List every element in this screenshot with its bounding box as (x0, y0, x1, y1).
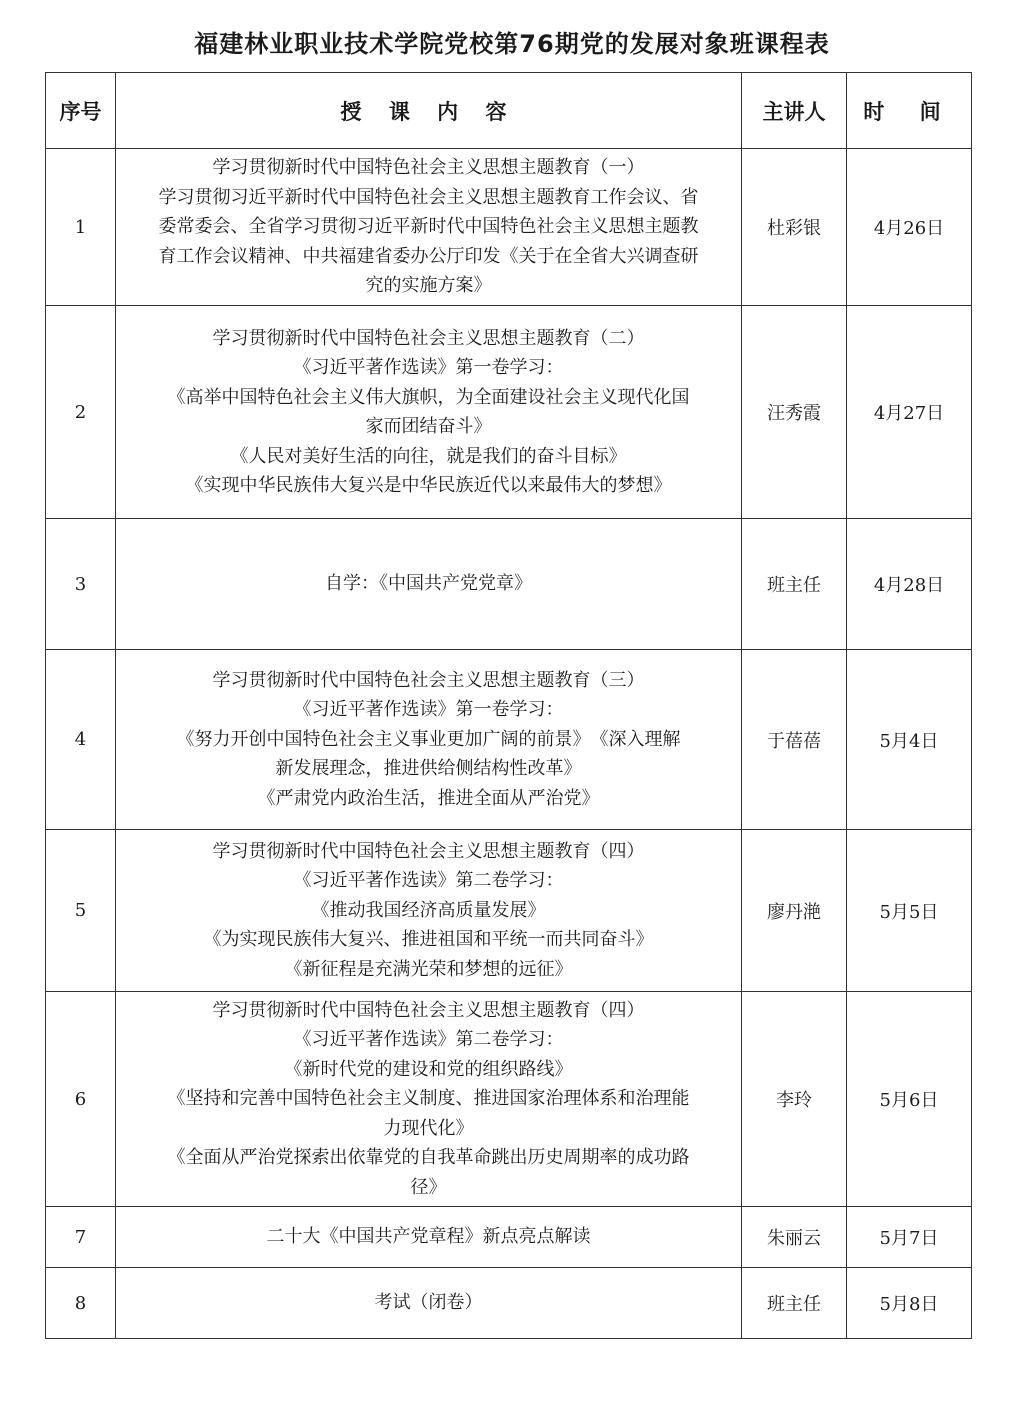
content-line: 《实现中华民族伟大复兴是中华民族近代以来最伟大的梦想》 (185, 475, 672, 496)
content-line: 《努力开创中国特色社会主义事业更加广阔的前景》 《深入理解 (176, 728, 681, 750)
row-lecturer: 朱丽云 (742, 1207, 847, 1268)
row-content (116, 1268, 742, 1339)
content-line: 《严肃党内政治生活，推进全面从严治党》 (257, 787, 600, 809)
row-lecturer: 廖丹滟 (742, 830, 847, 992)
content-line: 自学：《中国共产党党章》 (325, 573, 532, 595)
row-time: 5月8日 (847, 1268, 972, 1339)
row-content (116, 149, 742, 306)
page-title: 福建林业职业技术学院党校第76期党的发展对象班课程表 (194, 30, 830, 58)
row-content (116, 306, 742, 519)
content-line: 学习贯彻新时代中国特色社会主义思想主题教育（四） (212, 840, 645, 862)
row-time: 4月26日 (847, 149, 972, 306)
row-seq: 7 (46, 1207, 116, 1268)
content-line: 《习近平著作选读》第一卷学习： (293, 699, 564, 721)
row-content (116, 830, 742, 992)
content-line: 《人民对美好生活的向往，就是我们的奋斗目标》 (230, 445, 627, 467)
content-line: 考试（闭卷） (374, 1292, 483, 1314)
content-line: 《高举中国特色社会主义伟大旗帜，为全面建设社会主义现代化国 (167, 386, 690, 408)
table-row (46, 650, 972, 830)
table-row (46, 992, 972, 1207)
row-lecturer: 于蓓蓓 (742, 650, 847, 830)
row-seq: 5 (46, 830, 116, 992)
row-time: 5月6日 (847, 992, 972, 1207)
content-line: 学习贯彻新时代中国特色社会主义思想主题教育（二） (212, 327, 645, 349)
row-seq: 8 (46, 1268, 116, 1339)
row-time: 4月28日 (847, 519, 972, 650)
row-content (116, 1207, 742, 1268)
content-line: 《新征程是充满光荣和梦想的远征》 (284, 958, 573, 980)
row-time: 4月27日 (847, 306, 972, 519)
row-seq: 1 (46, 149, 116, 306)
row-content (116, 992, 742, 1207)
course-schedule-table (45, 72, 972, 1339)
header-time: 时 间 (847, 73, 972, 149)
content-line: 委常委会、全省学习贯彻习近平新时代中国特色社会主义思想主题教 (158, 216, 699, 238)
content-line: 《习近平著作选读》第一卷学习： (293, 357, 564, 378)
row-time: 5月5日 (847, 830, 972, 992)
row-lecturer: 班主任 (742, 519, 847, 650)
content-line: 力现代化》 (383, 1117, 474, 1139)
header-lecturer: 主讲人 (742, 73, 847, 149)
row-lecturer: 杜彩银 (742, 149, 847, 306)
content-line: 学习贯彻新时代中国特色社会主义思想主题教育（三） (212, 669, 645, 691)
row-content (116, 519, 742, 650)
content-line: 《习近平著作选读》第二卷学习： (293, 1029, 564, 1051)
content-line: 新发展理念，推进供给侧结构性改革》 (275, 758, 582, 780)
table-row (46, 306, 972, 519)
content-line: 学习贯彻新时代中国特色社会主义思想主题教育（四） (212, 999, 645, 1021)
table-row (46, 1207, 972, 1268)
table-row (46, 830, 972, 992)
content-line: 二十大《中国共产党章程》新点亮点解读 (266, 1226, 591, 1248)
content-line: 究的实施方案》 (365, 275, 492, 297)
table-row (46, 519, 972, 650)
header-seq: 序号 (46, 73, 116, 149)
content-line: 育工作会议精神、中共福建省委办公厅印发《关于在全省大兴调查研 (158, 245, 699, 267)
header-content: 授 课 内 容 (116, 73, 742, 149)
row-time: 5月7日 (847, 1207, 972, 1268)
content-line: 学习贯彻习近平新时代中国特色社会主义思想主题教育工作会议、省 (158, 186, 699, 208)
content-line: 《为实现民族伟大复兴、推进祖国和平统一而共同奋斗》 (203, 929, 654, 951)
header-row (46, 73, 972, 149)
row-lecturer: 汪秀霞 (742, 306, 847, 519)
table-row (46, 1268, 972, 1339)
row-seq: 6 (46, 992, 116, 1207)
row-lecturer: 李玲 (742, 992, 847, 1207)
content-line: 家而团结奋斗》 (365, 416, 492, 437)
row-content (116, 650, 742, 830)
row-seq: 4 (46, 650, 116, 830)
table-row (46, 149, 972, 306)
content-line: 《坚持和完善中国特色社会主义制度、推进国家治理体系和治理能 (167, 1088, 690, 1110)
content-line: 《推动我国经济高质量发展》 (311, 899, 546, 921)
content-line: 《习近平著作选读》第二卷学习： (293, 870, 564, 892)
row-seq: 3 (46, 519, 116, 650)
content-line: 径》 (410, 1176, 447, 1198)
row-lecturer: 班主任 (742, 1268, 847, 1339)
row-seq: 2 (46, 306, 116, 519)
content-line: 学习贯彻新时代中国特色社会主义思想主题教育（一） (212, 157, 645, 179)
content-line: 《新时代党的建设和党的组织路线》 (284, 1058, 573, 1080)
row-time: 5月4日 (847, 650, 972, 830)
content-line: 《全面从严治党探索出依靠党的自我革命跳出历史周期率的成功路 (167, 1147, 690, 1169)
